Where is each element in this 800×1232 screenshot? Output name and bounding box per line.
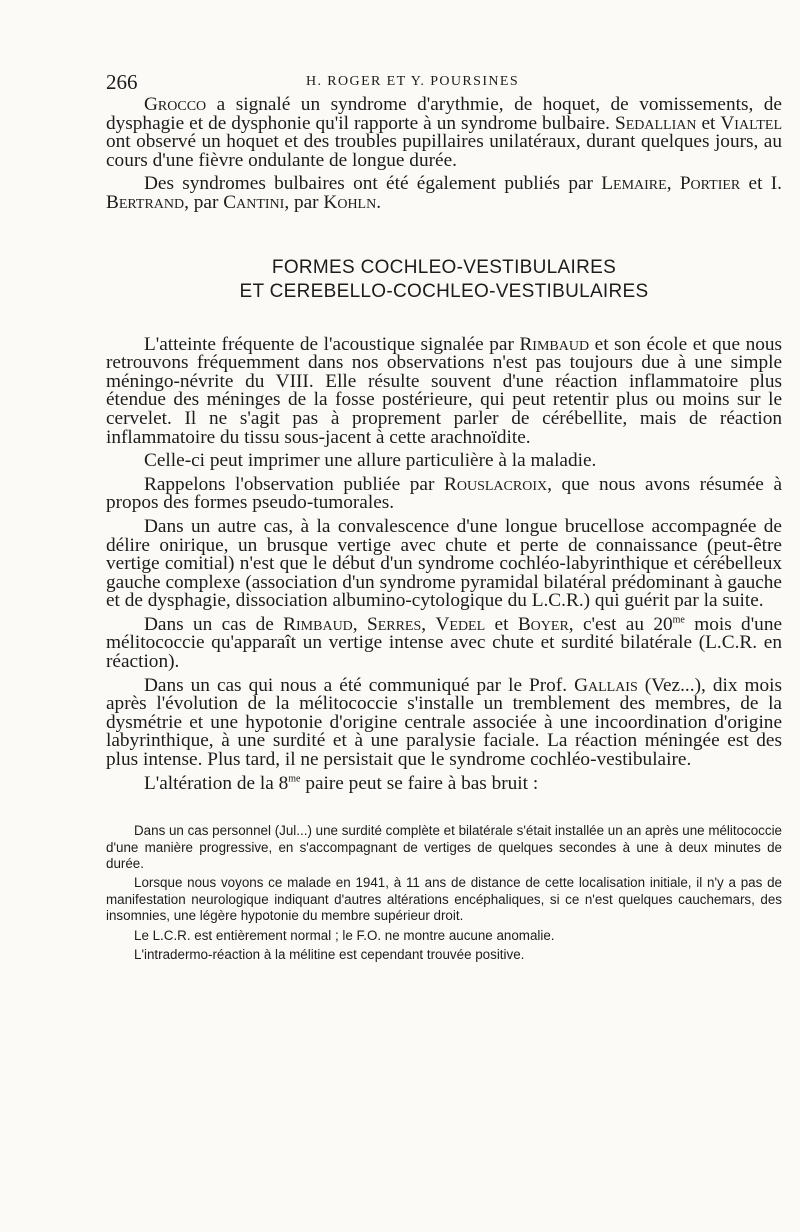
text-run: L'atteinte fréquente de l'acoustique signalée par <box>144 333 520 355</box>
text-run: , <box>421 613 436 635</box>
note-paragraph: L'intradermo-réaction à la mélitine est cependant trouvée positive. <box>134 947 525 963</box>
paragraph <box>106 96 782 170</box>
paragraph <box>106 613 783 673</box>
ordinal-superscript: me <box>672 614 685 626</box>
author-name: Vialtel <box>720 112 782 134</box>
ordinal-superscript: me <box>288 773 301 785</box>
text-run: , que nous avons résumée à propos des formes pseudo-tumorales. <box>106 473 782 514</box>
text-run: paire peut se faire à bas bruit : <box>300 772 539 794</box>
section-title-line-2: ET CEREBELLO-COCHLEO-VESTIBULAIRES <box>239 280 649 302</box>
page-header <box>106 66 782 96</box>
author-name: Portier <box>679 173 741 195</box>
text-run: , <box>666 173 680 195</box>
text-run: Des syndromes bulbaires ont été également publiés par <box>144 173 602 195</box>
paragraph: Dans un autre cas, à la convalescence d'une longue brucellose accompagnée de délire onirique, un brusque vertige avec chute et perte de connaissance (peut-être vertige comitial) n'est que le début d'un syndrome cochléo-labyrinthique et cérébelleux gauche complexe (association d'un syndrome pyramidal bilatéral prédominant à gauche et de dysphagie, dissociation albumino-cytologique du L.C.R.) qui guérit par la suite. <box>106 515 782 612</box>
text-run: ont observé un hoquet et des troubles pupillaires unilatéraux, durant quelques jours, au cours d'une fièvre ondulante de longue durée. <box>106 131 782 171</box>
text-run: Rappelons l'observation publiée par <box>144 473 444 495</box>
author-name: Cantini <box>223 191 285 213</box>
author-name: Rimbaud <box>283 613 353 635</box>
author-name: Sedallian <box>615 112 697 134</box>
paragraph <box>106 333 782 448</box>
paragraph <box>106 473 782 514</box>
running-title: H. ROGER ET Y. POURSINES <box>306 74 520 89</box>
page-number: 266 <box>106 70 138 94</box>
text-run: (Vez...), dix mois après l'évolution de la mélitococcie s'installe un tremblement des membres, de la dysmétrie et une hypotonie d'origine centrale associée à une incoordination d'origine labyrinthique, à une surdité et à une paralysie faciale. La réaction méningée est des plus intense. Plus tard, il ne persistait que le syndrome cochléo-vestibulaire. <box>106 674 782 771</box>
note-paragraph: Dans un cas personnel (Jul...) une surdité complète et bilatérale s'était installée un an après une mélitococcie d'une manière progressive, en s'accompagnant de vertiges de quelques secondes à une à deux minutes de durée. <box>106 823 782 872</box>
paragraph <box>106 772 782 794</box>
author-name: Boyer <box>517 613 569 635</box>
text-run: mois d'une mélitococcie qu'apparaît un vertige intense avec chute et surdité bilatérale (L.C.R. en réaction). <box>106 613 783 673</box>
text-run: et I. <box>740 173 782 195</box>
text-run: . <box>376 191 382 213</box>
text-run: , <box>352 613 367 635</box>
paragraph <box>106 175 782 212</box>
section-title-line-1: FORMES COCHLEO-VESTIBULAIRES <box>271 256 617 278</box>
text-run: et son école et que nous retrouvons fréquemment dans nos observations n'est pas toujours due à une simple méningo-névrite du VIII. Elle résulte souvent d'une réaction inflammatoire plus étendue des méninges de la fosse postérieure, qui peut retentir plus ou moins sur le cervelet. Il ne s'agit pas à proprement parler de cérébellite, mais de réaction inflammatoire du tissu sous-jacent à cette arachnoïdite. <box>106 333 782 448</box>
paragraph: Celle-ci peut imprimer une allure particulière à la maladie. <box>144 450 597 472</box>
text-run: et <box>696 112 721 134</box>
section-heading <box>106 256 782 304</box>
text-run: Dans un cas qui nous a été communiqué par le Prof. <box>144 674 575 696</box>
author-name: Lemaire <box>601 173 667 195</box>
text-run: et <box>485 613 518 635</box>
text-run: Dans un cas de <box>144 613 284 635</box>
author-name: Vedel <box>435 613 486 635</box>
author-name: Serres <box>366 613 422 635</box>
text-run: a signalé un syndrome d'arythmie, de hoquet, de vomissements, de dysphagie et de dysphonie qu'il rapporte à un syndrome bulbaire. <box>106 94 782 134</box>
case-notes <box>106 823 782 963</box>
author-name: Kohln <box>323 191 377 213</box>
text-run: , par <box>184 191 224 213</box>
document-page <box>106 66 782 963</box>
section-body <box>106 333 783 794</box>
author-name: Rimbaud <box>519 333 590 355</box>
text-run: , c'est au 20 <box>568 613 673 635</box>
author-name: Gallais <box>574 674 638 696</box>
author-name: Rouslacroix <box>444 473 548 495</box>
author-name: Bertrand <box>106 191 185 213</box>
note-paragraph: Lorsque nous voyons ce malade en 1941, à 11 ans de distance de cette localisation initiale, il n'y a pas de manifestation neurologique indiquant d'autres altérations encéphaliques, si ce n'est quelques cauchemars, des insomnies, une légère hypotonie du membre supérieur droit. <box>106 875 782 924</box>
author-name: Grocco <box>144 94 207 115</box>
intro-text <box>106 96 782 213</box>
paragraph <box>106 674 782 771</box>
note-paragraph: Le L.C.R. est entièrement normal ; le F.O. ne montre aucune anomalie. <box>134 927 555 943</box>
text-run: , par <box>284 191 324 213</box>
text-run: L'altération de la 8 <box>144 772 289 794</box>
